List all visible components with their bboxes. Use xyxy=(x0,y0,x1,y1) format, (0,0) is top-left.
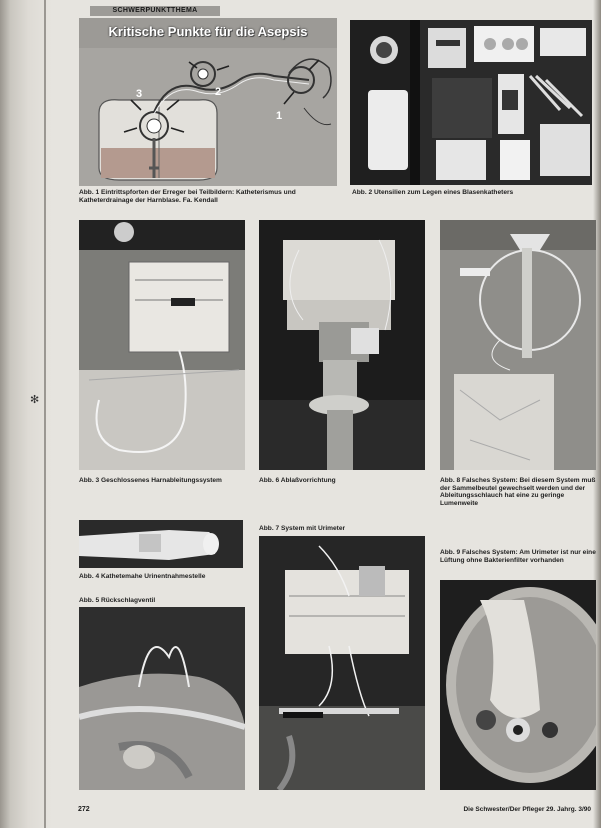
figure-7-photo xyxy=(259,536,425,790)
gutter-line xyxy=(44,0,46,828)
section-header: SCHWERPUNKTTHEMA xyxy=(90,6,220,16)
caption-abb6: Abb. 6 Ablaßvorrichtung xyxy=(259,477,336,484)
figure-6-photo xyxy=(259,220,425,470)
figure-2-photo xyxy=(350,20,592,185)
caption-abb7: Abb. 7 System mit Urimeter xyxy=(259,525,346,532)
figure-1-mark-1: 1 xyxy=(276,110,283,122)
figure-5-photo xyxy=(79,607,245,790)
margin-smudge: ✻ xyxy=(30,394,40,406)
caption-abb3: Abb. 3 Geschlossenes Harnableitungssystem xyxy=(79,477,222,484)
figure-3-photo xyxy=(79,220,245,470)
figure-8-photo xyxy=(440,220,596,470)
figure-1-mark-3: 3 xyxy=(136,88,143,100)
caption-abb4: Abb. 4 Kathetemahe Urinentnahmestelle xyxy=(79,573,206,580)
figure-1-diagram xyxy=(79,18,337,186)
figure-1-title: Kritische Punkte für die Asepsis xyxy=(108,24,308,39)
figure-9-photo xyxy=(440,580,596,790)
journal-footer: Die Schwester/Der Pfleger 29. Jahrg. 3/90 xyxy=(463,806,591,813)
caption-abb2: Abb. 2 Utensilien zum Legen eines Blasenkatheters xyxy=(352,189,514,196)
caption-abb9: Abb. 9 Falsches System: Am Urimeter ist nur eine Lüftung ohne Bakterienfilter vorhanden xyxy=(440,549,596,564)
caption-abb8: Abb. 8 Falsches System: Bei diesem System muß der Sammelbeutel gewechselt werden und der Ableitungsschlauch hat eine zu geringe Lumenweite xyxy=(440,477,596,507)
page-number: 272 xyxy=(78,806,90,813)
figure-1-mark-2: 2 xyxy=(215,86,222,98)
caption-abb5: Abb. 5 Rückschlagventil xyxy=(79,597,156,604)
figure-4-photo xyxy=(79,520,243,568)
caption-abb1: Abb. 1 Eintrittspforten der Erreger bei Teilbildern: Katheterismus und Katheterdrainage der Harnblase. Fa. Kendall xyxy=(79,189,296,204)
